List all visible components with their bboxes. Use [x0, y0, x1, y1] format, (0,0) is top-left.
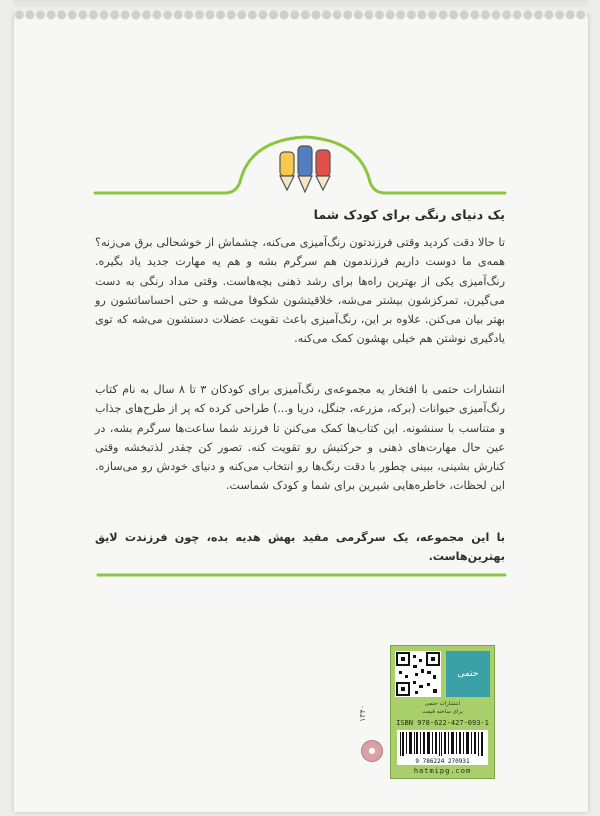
publisher-name: انتشارات حتمی [424, 701, 461, 707]
website-url: hatmipg.com [413, 767, 472, 775]
paragraph-publisher: انتشارات حتمی با افتخار یه مجموعه‌ی رنگ‌آمیزی برای کودکان ۳ تا ۸ سال به نام کتاب رنگ‌آمیزی حیوانات (برکه، مزرعه، جنگل، دریا و...) طراحی کرده که پر از طرح‌های جذاب و متناسب با سنشونه. این کتاب‌ها کمک می‌کنن تا فرزند شما ساعت‌ها سرگرم بشه، در عین حال مهارت‌های ذهنی و حرکتیش رو تقویت کنه. تصور کن چقدر لذتبخشه وقتی کنارش بشینی، ببینی چطور با دقت رنگ‌ها رو انتخاب می‌کنه و دنیای خودش رو می‌سازه. این لحظات، خاطره‌هایی شیرین برای شما و کودک شماست. [95, 383, 506, 493]
publisher-logo: حتمی [446, 651, 490, 697]
isbn-number: ISBN 978-622-427-093-1 [396, 719, 489, 727]
publisher-stamp [390, 645, 495, 779]
barcode [397, 730, 488, 758]
qr-code [395, 651, 441, 697]
paragraph-closing: با این مجموعه، یک سرگرمی مفید بهش هدیه بده، چون فرزندت لایق بهترین‌هاست. [95, 531, 505, 564]
small-logo-icon: ● [361, 740, 383, 762]
paragraph-intro: تا حالا دقت کردید وقتی فرزندتون رنگ‌آمیزی می‌کنه، چشماش از خوشحالی برق می‌زنه؟ همه‌ی ما دوست داریم فرزندمون هم سرگرم بشه و هم یه مهارت جدید یاد بگیره. رنگ‌آمیزی یکی از بهترین راه‌ها برای رشد ذهنی بچه‌هاست. وقتی مداد رنگی به دست می‌گیرن، تمرکزشون بیشتر می‌شه، خلاقیتشون شکوفا می‌شه و حتی احساساتشون رو بهتر بیان می‌کنن. علاوه بر این، رنگ‌آمیزی باعث تقویت عضلات دستشون می‌شه که توی یادگیری نوشتن هم خیلی بهشون کمک می‌کنه. [95, 236, 505, 346]
heading: یک دنیای رنگی برای کودک شما [313, 207, 505, 222]
price-code: ۱۳۴۰ [358, 704, 367, 722]
publisher-slogan: برای ساخته قیمت [421, 709, 464, 715]
colored-pencils-icon [280, 146, 330, 192]
barcode-digits: 9 786224 270931 [397, 758, 488, 765]
spiral-binding [14, 0, 588, 24]
